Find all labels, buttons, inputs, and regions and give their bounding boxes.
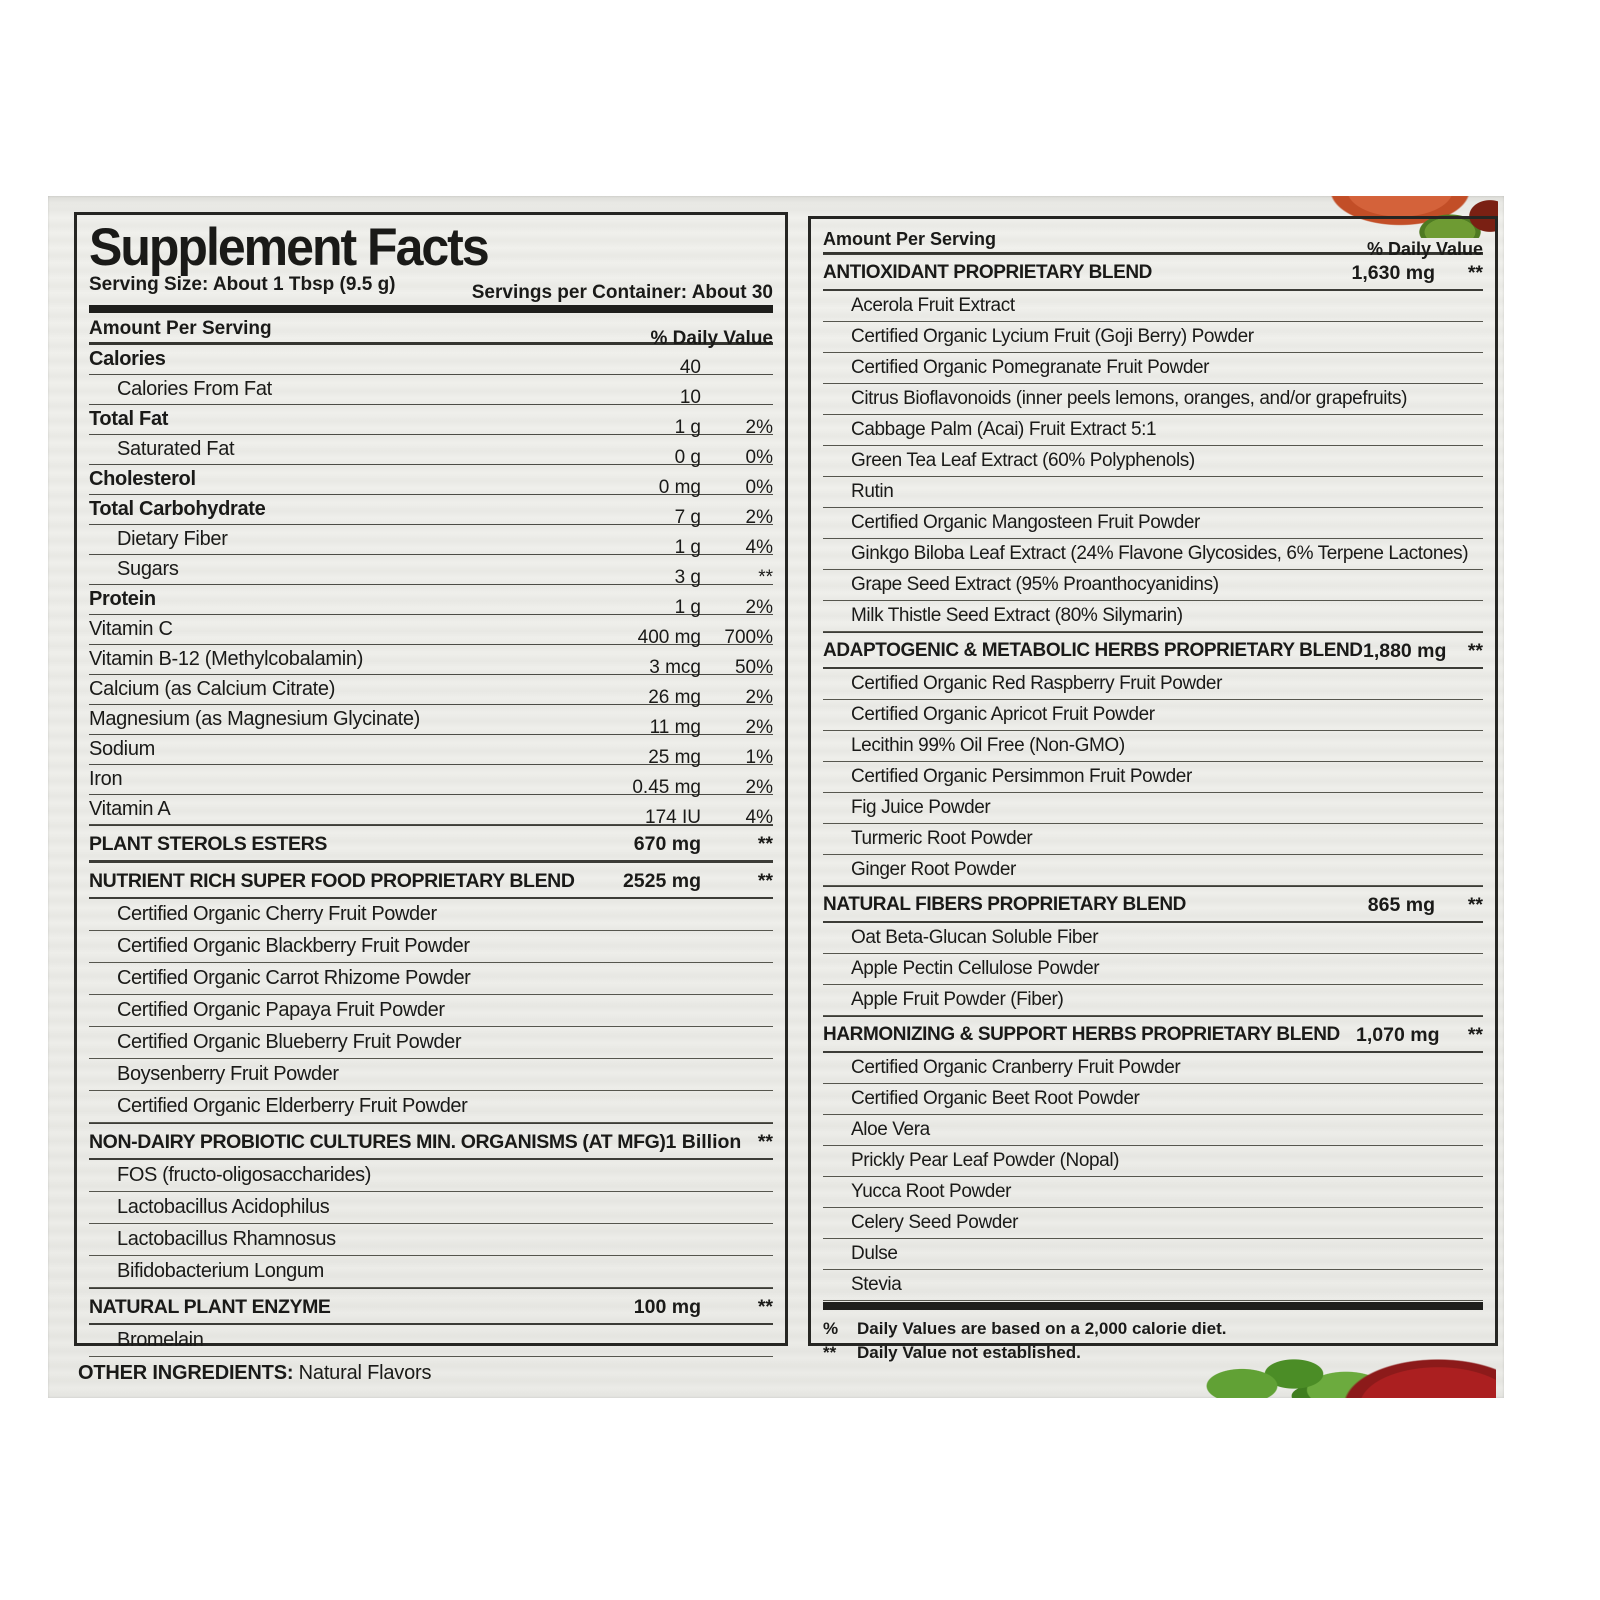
blend-ingredient-row — [823, 1270, 1483, 1301]
blend-ingredient-row — [823, 1177, 1483, 1208]
nutrient-dv: 2% — [745, 777, 773, 798]
footnote-mark: ** — [823, 1342, 837, 1362]
amount-per-serving-header: Amount Per Serving — [89, 318, 272, 339]
blend-ingredient-row — [823, 985, 1483, 1016]
nutrient-name: Iron — [89, 768, 123, 790]
nutrient-row — [89, 795, 773, 828]
blend-amount: 1 Billion — [665, 1131, 742, 1153]
footnote-mark: % — [823, 1319, 839, 1338]
ingredient-name: Boysenberry Fruit Powder — [117, 1063, 339, 1085]
supplement-facts-right-panel — [808, 216, 1498, 1362]
blend-dv: ** — [757, 833, 773, 855]
nutrient-amount: 25 mg — [648, 747, 701, 768]
supplement-label-photo — [48, 196, 1504, 1398]
nutrient-amount: 26 mg — [648, 687, 701, 708]
nutrient-row — [89, 495, 773, 528]
other-ingredients-value: Natural Flavors — [298, 1362, 432, 1384]
ingredient-name: Certified Organic Carrot Rhizome Powder — [117, 967, 471, 989]
blend-header-row — [89, 1123, 773, 1160]
blend-ingredient-row — [823, 954, 1483, 985]
footnotes — [823, 1310, 1483, 1365]
ingredient-name: Apple Fruit Powder (Fiber) — [851, 989, 1064, 1010]
blend-name: NATURAL PLANT ENZYME — [89, 1296, 331, 1318]
supplement-facts-left-panel — [74, 212, 788, 1351]
servings-per-container: Servings per Container: About 30 — [471, 282, 773, 303]
blend-dv: ** — [1467, 894, 1483, 916]
ingredient-name: Stevia — [851, 1274, 902, 1295]
ingredient-name: Lecithin 99% Oil Free (Non-GMO) — [851, 735, 1125, 756]
nutrient-name: Vitamin B-12 (Methylcobalamin) — [89, 648, 364, 670]
blend-ingredient-row — [823, 477, 1483, 508]
blend-dv: ** — [757, 1296, 773, 1318]
blend-name: ADAPTOGENIC & METABOLIC HERBS PROPRIETARY BLEND — [823, 640, 1363, 661]
panel-title: Supplement Facts — [89, 217, 488, 277]
nutrient-amount: 1 g — [674, 417, 701, 438]
nutrient-amount: 40 — [679, 357, 701, 378]
ingredient-name: Acerola Fruit Extract — [851, 295, 1015, 316]
ingredient-name: Celery Seed Powder — [851, 1212, 1019, 1233]
blend-amount: 1,880 mg — [1362, 640, 1447, 662]
blend-ingredient-row — [823, 384, 1483, 415]
blend-name: HARMONIZING & SUPPORT HERBS PROPRIETARY BLEND — [823, 1024, 1340, 1045]
blend-dv: ** — [757, 1131, 773, 1153]
ingredient-name: Certified Organic Lycium Fruit (Goji Berry) Powder — [851, 326, 1254, 347]
blend-ingredient-row — [823, 508, 1483, 539]
daily-value-header: % Daily Value — [1366, 239, 1483, 259]
thick-divider — [823, 1302, 1483, 1310]
nutrient-name: Sodium — [89, 738, 156, 760]
blend-ingredient-row — [823, 415, 1483, 446]
ingredient-name: Certified Organic Blueberry Fruit Powder — [117, 1031, 462, 1053]
blend-ingredient-row — [823, 700, 1483, 731]
ingredient-name: Ginkgo Biloba Leaf Extract (24% Flavone Glycosides, 6% Terpene Lactones) — [851, 543, 1469, 564]
ingredient-name: Green Tea Leaf Extract (60% Polyphenols) — [851, 450, 1195, 471]
ingredient-name: Milk Thistle Seed Extract (80% Silymarin) — [851, 605, 1183, 626]
ingredient-name: Certified Organic Persimmon Fruit Powder — [851, 766, 1192, 787]
blend-ingredient-row — [823, 539, 1483, 570]
nutrient-row — [89, 435, 773, 468]
ingredient-name: Fig Juice Powder — [851, 797, 991, 818]
nutrient-amount: 0.45 mg — [632, 777, 701, 798]
nutrient-row — [89, 465, 773, 498]
blend-ingredient-row — [823, 923, 1483, 954]
nutrient-amount: 0 g — [674, 447, 701, 468]
blend-header-row — [823, 632, 1483, 669]
ingredient-name: Certified Organic Cranberry Fruit Powder — [851, 1057, 1181, 1078]
ingredient-name: Certified Organic Apricot Fruit Powder — [851, 704, 1155, 725]
footnote-text: Daily Value not established. — [857, 1342, 1081, 1362]
ingredient-name: Bromelain — [117, 1329, 204, 1351]
blend-ingredient-row — [89, 1192, 773, 1224]
nutrient-row — [89, 555, 773, 588]
blend-ingredient-row — [89, 995, 773, 1027]
blend-amount: 1,070 mg — [1356, 1024, 1440, 1046]
ingredient-name: FOS (fructo-oligosaccharides) — [117, 1164, 372, 1186]
ingredient-name: Grape Seed Extract (95% Proanthocyanidins) — [851, 574, 1219, 595]
other-ingredients — [78, 1362, 431, 1385]
nutrient-dv: 50% — [734, 657, 773, 678]
nutrient-row — [89, 375, 773, 408]
serving-size: Serving Size: About 1 Tbsp (9.5 g) — [89, 274, 396, 295]
nutrient-name: Vitamin C — [89, 618, 173, 640]
blend-ingredient-row — [823, 353, 1483, 384]
blend-dv: ** — [1467, 640, 1483, 662]
nutrient-amount: 7 g — [674, 507, 701, 528]
nutrient-name: Magnesium (as Magnesium Glycinate) — [89, 708, 421, 730]
blend-ingredient-row — [823, 322, 1483, 353]
blend-header-row — [89, 825, 773, 862]
nutrient-amount: 1 g — [674, 537, 701, 558]
ingredient-name: Prickly Pear Leaf Powder (Nopal) — [851, 1150, 1120, 1171]
blend-name: NUTRIENT RICH SUPER FOOD PROPRIETARY BLEND — [89, 870, 575, 892]
ingredient-name: Cabbage Palm (Acai) Fruit Extract 5:1 — [851, 419, 1157, 440]
ingredient-name: Aloe Vera — [851, 1119, 930, 1140]
blend-name: ANTIOXIDANT PROPRIETARY BLEND — [823, 262, 1153, 283]
other-ingredients-label: OTHER INGREDIENTS: — [78, 1362, 294, 1384]
right-column-header — [823, 224, 1483, 259]
ingredient-name: Certified Organic Pomegranate Fruit Powder — [851, 357, 1210, 378]
nutrient-name: Calories — [89, 348, 166, 370]
blend-ingredient-row — [823, 1053, 1483, 1084]
blend-ingredient-row — [89, 1325, 773, 1357]
blend-ingredient-row — [823, 291, 1483, 322]
nutrient-dv: 0% — [745, 477, 773, 498]
blend-ingredient-row — [823, 793, 1483, 824]
ingredient-name: Certified Organic Beet Root Powder — [851, 1088, 1140, 1109]
nutrient-amount: 0 mg — [658, 477, 701, 498]
blend-dv: ** — [1467, 262, 1483, 284]
blend-ingredient-row — [89, 931, 773, 963]
nutrient-row — [89, 405, 773, 438]
nutrient-name: Protein — [89, 588, 156, 610]
ingredient-name: Lactobacillus Acidophilus — [117, 1196, 330, 1218]
blend-ingredient-row — [823, 1239, 1483, 1270]
nutrient-amount: 1 g — [674, 597, 701, 618]
blend-header-row — [823, 886, 1483, 923]
blend-amount: 1,630 mg — [1351, 262, 1435, 284]
right-rows — [823, 254, 1483, 1301]
blend-ingredient-row — [89, 1160, 773, 1192]
blend-ingredient-row — [823, 1146, 1483, 1177]
blend-ingredient-row — [89, 1027, 773, 1059]
blend-ingredient-row — [823, 855, 1483, 886]
ingredient-name: Certified Organic Cherry Fruit Powder — [117, 903, 437, 925]
ingredient-name: Oat Beta-Glucan Soluble Fiber — [851, 927, 1099, 948]
nutrient-dv: 0% — [745, 447, 773, 468]
nutrient-dv: 2% — [745, 417, 773, 438]
left-rows — [89, 345, 773, 1357]
nutrient-dv: 2% — [745, 717, 773, 738]
blend-ingredient-row — [89, 1059, 773, 1091]
nutrient-name: Calories From Fat — [117, 378, 272, 400]
nutrient-dv: 4% — [745, 537, 773, 558]
nutrient-row — [89, 645, 773, 678]
blend-header-row — [823, 1016, 1483, 1053]
ingredient-name: Lactobacillus Rhamnosus — [117, 1228, 336, 1250]
nutrient-name: Total Fat — [89, 408, 169, 430]
nutrient-dv: 2% — [745, 687, 773, 708]
blend-name: NON-DAIRY PROBIOTIC CULTURES MIN. ORGANISMS (AT MFG) — [89, 1131, 666, 1153]
amount-per-serving-header: Amount Per Serving — [823, 229, 997, 249]
blend-ingredient-row — [823, 446, 1483, 477]
blend-ingredient-row — [823, 1115, 1483, 1146]
blend-ingredient-row — [823, 762, 1483, 793]
daily-value-header: % Daily Value — [650, 328, 773, 349]
blend-ingredient-row — [89, 963, 773, 995]
nutrient-dv: 2% — [745, 507, 773, 528]
ingredient-name: Citrus Bioflavonoids (inner peels lemons, oranges, and/or grapefruits) — [851, 388, 1408, 409]
nutrient-dv: 1% — [745, 747, 773, 768]
blend-ingredient-row — [823, 824, 1483, 855]
blend-name: NATURAL FIBERS PROPRIETARY BLEND — [823, 894, 1186, 915]
nutrient-amount: 400 mg — [637, 627, 701, 648]
blend-ingredient-row — [823, 601, 1483, 632]
blend-amount: 670 mg — [633, 833, 701, 855]
nutrient-dv: 4% — [745, 807, 773, 828]
nutrient-name: Sugars — [117, 558, 179, 580]
blend-amount: 865 mg — [1367, 894, 1435, 916]
blend-name: PLANT STEROLS ESTERS — [89, 833, 327, 855]
ingredient-name: Ginger Root Powder — [851, 859, 1016, 880]
blend-ingredient-row — [89, 1224, 773, 1256]
nutrient-name: Vitamin A — [89, 798, 171, 820]
blend-ingredient-row — [89, 1091, 773, 1123]
nutrient-row — [89, 675, 773, 708]
thick-divider — [89, 305, 773, 313]
ingredient-name: Apple Pectin Cellulose Powder — [851, 958, 1100, 979]
footnote — [823, 1341, 1483, 1365]
blend-dv: ** — [757, 870, 773, 892]
ingredient-name: Rutin — [851, 481, 894, 502]
nutrient-dv: 700% — [724, 627, 773, 648]
footnote-text: Daily Values are based on a 2,000 calorie diet. — [857, 1319, 1227, 1338]
nutrient-row — [89, 765, 773, 798]
ingredient-name: Turmeric Root Powder — [851, 828, 1033, 849]
blend-amount: 100 mg — [633, 1296, 701, 1318]
ingredient-name: Certified Organic Elderberry Fruit Powder — [117, 1095, 468, 1117]
blend-ingredient-row — [823, 731, 1483, 762]
nutrient-amount: 174 IU — [645, 807, 701, 828]
serving-info-row — [89, 274, 773, 305]
nutrient-name: Total Carbohydrate — [89, 498, 266, 520]
blend-ingredient-row — [823, 570, 1483, 601]
blend-amount: 2525 mg — [622, 870, 701, 892]
ingredient-name: Certified Organic Blackberry Fruit Powder — [117, 935, 470, 957]
ingredient-name: Bifidobacterium Longum — [117, 1260, 324, 1282]
nutrient-name: Calcium (as Calcium Citrate) — [89, 678, 336, 700]
blend-ingredient-row — [89, 1256, 773, 1288]
nutrient-name: Cholesterol — [89, 468, 196, 490]
ingredient-name: Certified Organic Papaya Fruit Powder — [117, 999, 445, 1021]
blend-header-row — [89, 862, 773, 899]
nutrient-dv: ** — [758, 567, 773, 588]
blend-ingredient-row — [89, 899, 773, 931]
blend-ingredient-row — [823, 1084, 1483, 1115]
nutrient-amount: 11 mg — [649, 717, 701, 738]
nutrient-amount: 10 — [679, 387, 701, 408]
nutrient-amount: 3 mcg — [649, 657, 701, 678]
ingredient-name: Yucca Root Powder — [851, 1181, 1012, 1202]
nutrient-row — [89, 585, 773, 618]
nutrient-name: Saturated Fat — [117, 438, 235, 460]
nutrient-name: Dietary Fiber — [117, 528, 228, 550]
nutrient-row — [89, 525, 773, 558]
nutrient-row — [89, 705, 773, 738]
footnote — [823, 1317, 1483, 1341]
nutrient-row — [89, 735, 773, 768]
blend-dv: ** — [1467, 1024, 1483, 1046]
nutrient-dv: 2% — [745, 597, 773, 618]
blend-ingredient-row — [823, 669, 1483, 700]
blend-header-row — [89, 1288, 773, 1325]
ingredient-name: Certified Organic Mangosteen Fruit Powder — [851, 512, 1200, 533]
nutrient-amount: 3 g — [674, 567, 701, 588]
nutrient-row — [89, 615, 773, 648]
left-column-header — [89, 313, 773, 349]
blend-ingredient-row — [823, 1208, 1483, 1239]
ingredient-name: Dulse — [851, 1243, 898, 1264]
ingredient-name: Certified Organic Red Raspberry Fruit Powder — [851, 673, 1222, 694]
